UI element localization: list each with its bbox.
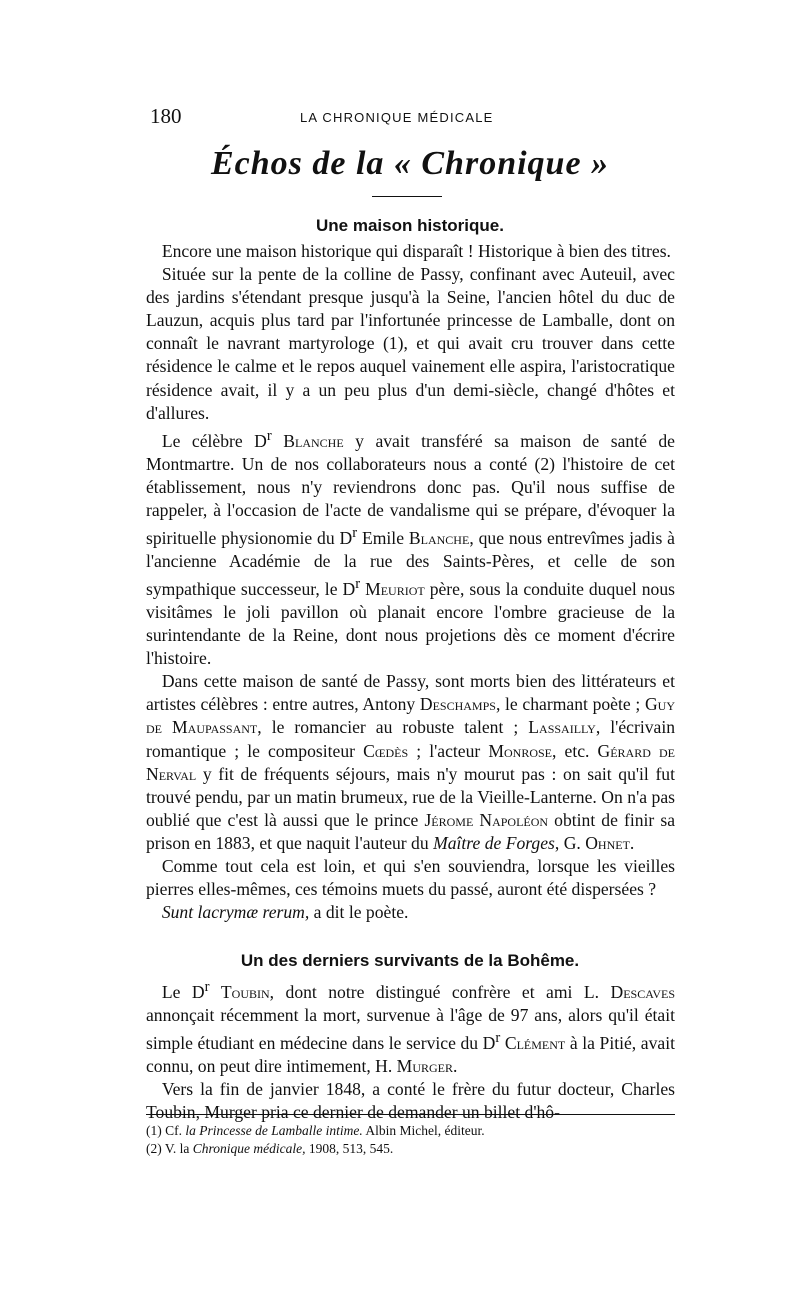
footnote-2: (2) V. la Chronique médicale, 1908, 513, 545. (146, 1141, 394, 1156)
article-title-maison-historique: Une maison historique. (316, 216, 504, 235)
running-head: LA CHRONIQUE MÉDICALE (300, 110, 494, 125)
paragraph: Comme tout cela est loin, et qui s'en souviendra, lorsque les vieilles pierres elles-mêmes, ces témoins muets du passé, auront été dispersées ? (146, 856, 675, 900)
article-body-maison-historique (146, 240, 675, 924)
paragraph: Située sur la pente de la colline de Passy, confinant avec Auteuil, avec des jardins s'étendant presque jusqu'à la Seine, l'ancien hôtel du duc de Lauzun, acquis plus tard par l'infortunée princesse de Lamballe, dont on connaît le navrant martyrologe (1), et qui avait cru trouver dans cette résidence le calme et le repos auquel vainement elle aspira, l'aristocratique résidence avait, il y a un peu plus d'un demi-siècle, changé d'hôtes et d'allures. (146, 264, 675, 423)
footnote-rule (146, 1114, 675, 1115)
title-rule (372, 196, 442, 197)
paragraph: Dans cette maison de santé de Passy, sont morts bien des littérateurs et artistes célèbres : entre autres, Antony Deschamps, le charmant poète ; Guy de Maupassant, le romancier au robuste talent ; Lassailly, l'écrivain romantique ; le compositeur Cœdès ; l'acteur Monrose, etc. Gérard de Nerval y fit de fréquents séjours, mais n'y mourut pas : on sait qu'il fut trouvé pendu, par un matin brumeux, rue de la Vieille-Lanterne. On n'a pas oublié que c'est là aussi que le prince Jérome Napoléon obtint de finir sa prison en 1883, et que naquit l'auteur du Maître de Forges, G. Ohnet. (146, 671, 676, 853)
page-header (150, 104, 670, 134)
section-title: Échos de la « Chronique » (210, 145, 610, 182)
footnote-1: (1) Cf. la Princesse de Lamballe intime. Albin Michel, éditeur. (146, 1123, 485, 1138)
article-title-boheme: Un des derniers survivants de la Bohême. (240, 951, 580, 970)
page-number: 180 (150, 104, 182, 128)
paragraph: Le célèbre $D^r$ Blanche y avait transféré sa maison de santé de Montmartre. Un de nos collaborateurs nous a conté (2) l'histoire de cet établissement, nous n'y reviendrons donc pas. Qu'il nous suffise de rappeler, à l'occasion de l'acte de vandalisme qui se prépare, d'évoquer la spirituelle physionomie du $D^r$ Emile Blanche, que nous entrevîmes jadis à l'ancienne Académie de la rue des Saints-Pères, et celle de son sympathique successeur, le $D^r$ Meuriot père, sous la conduite duquel nous visitâmes le joli pavillon où planait encore l'ombre gracieuse de la surintendante de la Reine, dont nous projetions dès ce moment d'écrire l'histoire. (146, 427, 675, 669)
footnotes (146, 1122, 675, 1158)
article-body-boheme (146, 976, 675, 1124)
paragraph: Le $D^r$ Toubin, dont notre distingué confrère et ami L. Descaves annonçait récemment la mort, survenue à l'âge de 97 ans, alors qu'il était simple étudiant en médecine dans le service du $D^r$ Clément à la Pitié, avait connu, on peut dire intimement, H. Murger. (146, 979, 676, 1076)
paragraph: Vers la fin de janvier 1848, a conté le frère du futur docteur, Charles Toubin, Murger pria ce dernier de demander un billet d'hô- (146, 1079, 675, 1123)
paragraph: Sunt lacrymæ rerum, a dit le poète. (161, 902, 409, 923)
paragraph: Encore une maison historique qui disparaît ! Historique à bien des titres. (161, 241, 671, 261)
